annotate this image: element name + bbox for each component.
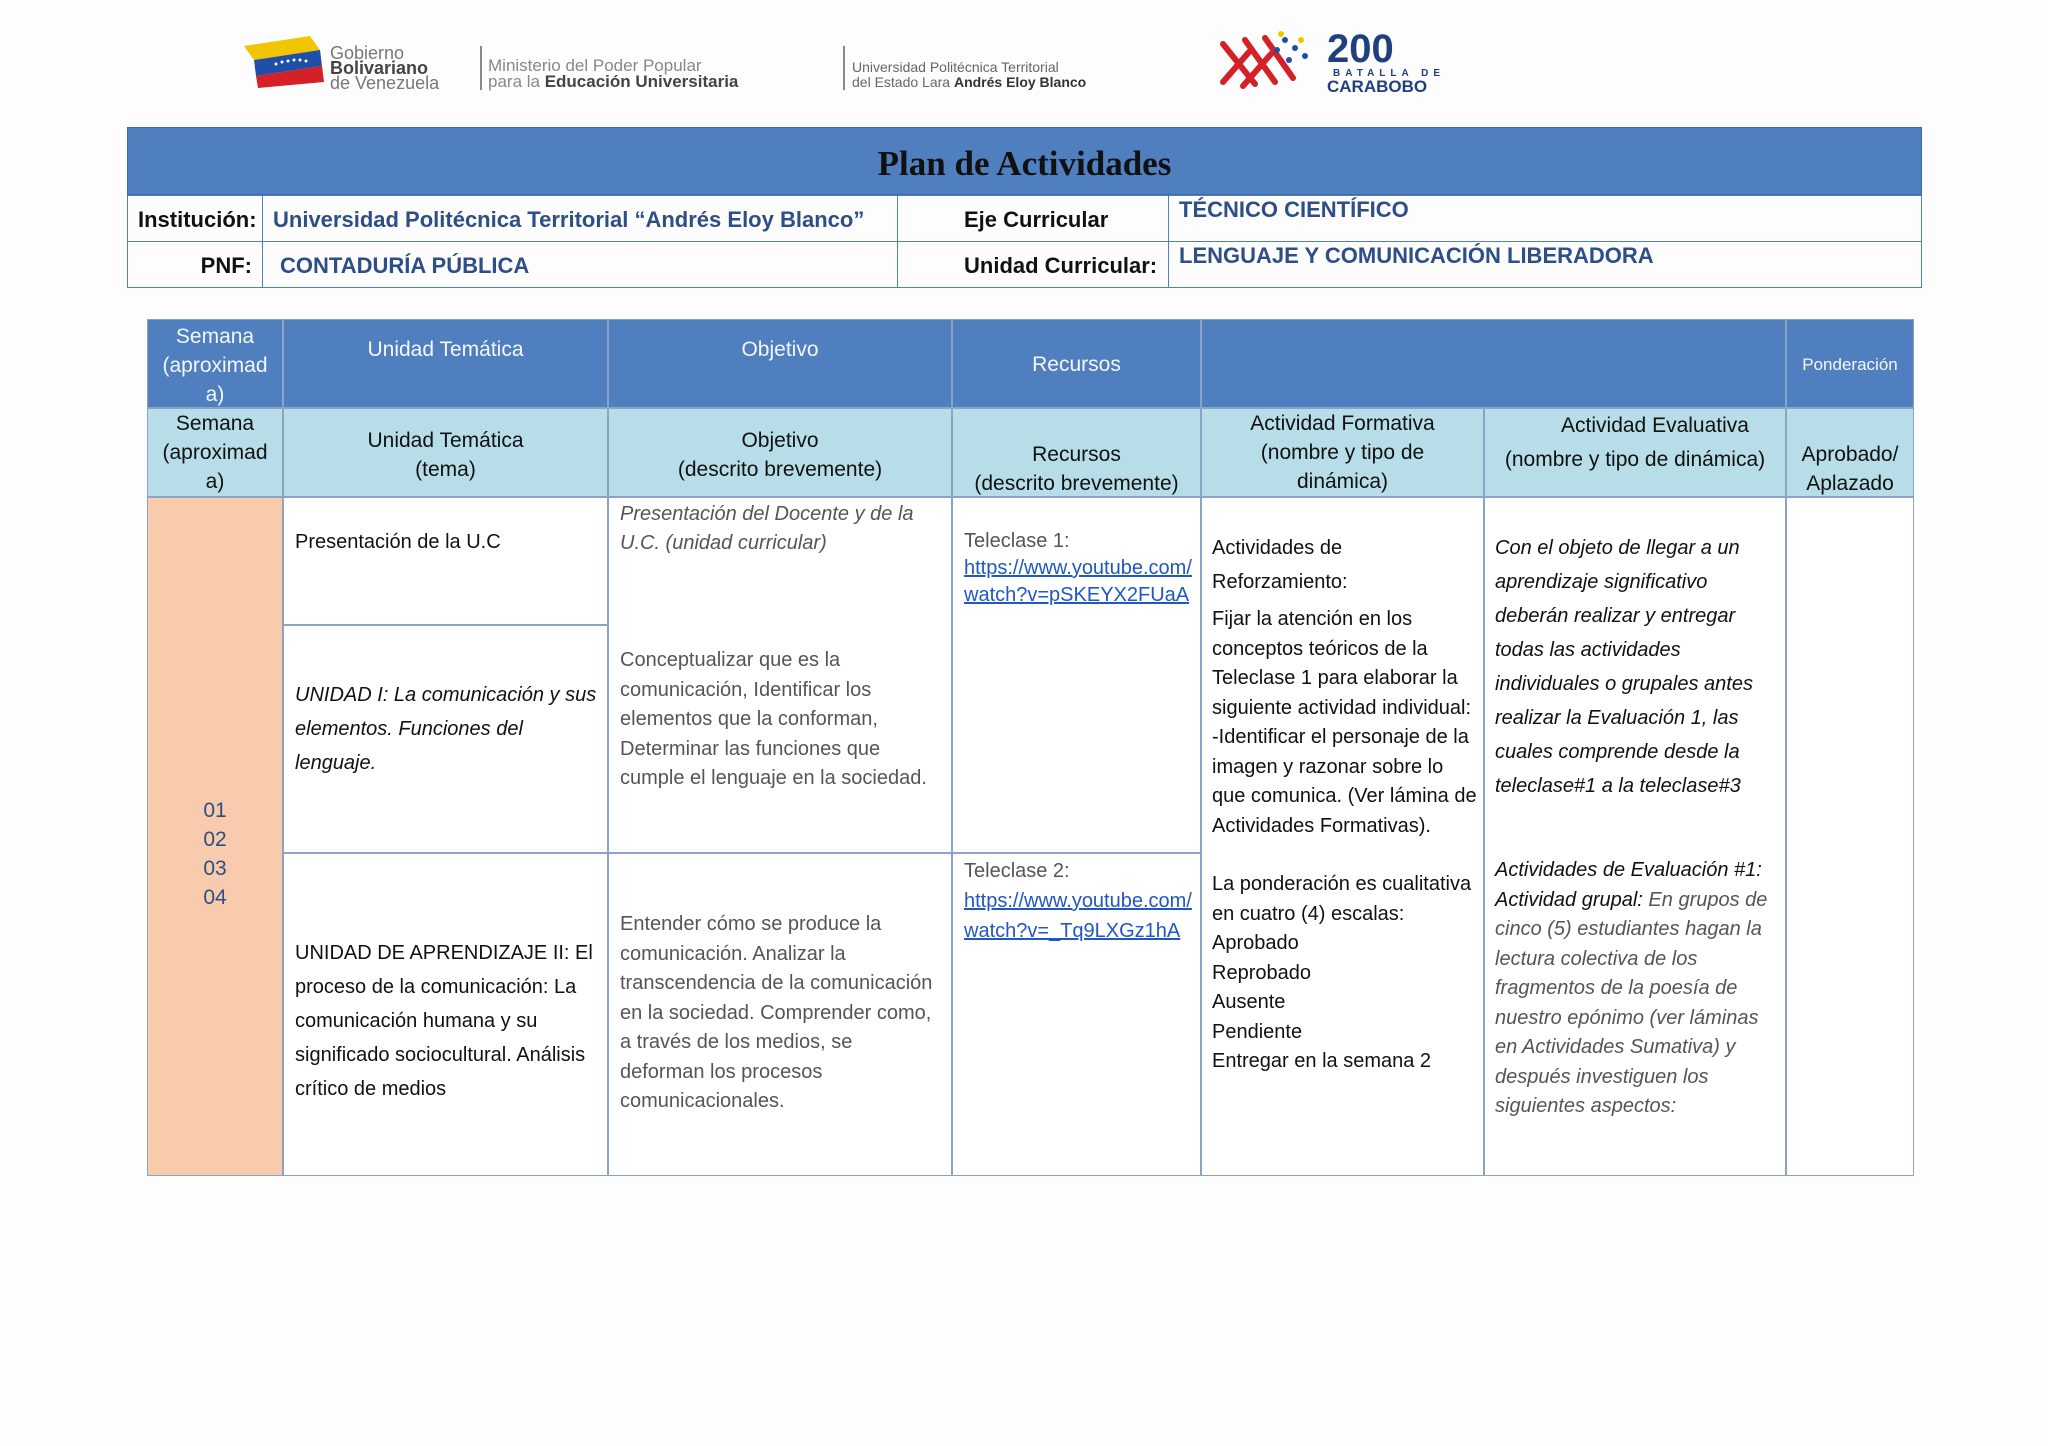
svg-text:200: 200 <box>1327 27 1394 71</box>
scale-item: Aprobado <box>1212 932 1299 954</box>
institucion-label: Institución: <box>138 207 257 232</box>
institucion-label-cell <box>128 196 263 242</box>
svg-text:CARABOBO: CARABOBO <box>1327 77 1428 96</box>
scale-item: Reprobado <box>1212 961 1311 984</box>
week-number: 03 <box>203 857 227 880</box>
header1-semana: Semana (aproximad a) <box>147 319 283 408</box>
teleclase-1-link[interactable]: https://www.youtube.com/watch?v=pSKEYX2FUaA <box>964 557 1192 606</box>
header2-objetivo: Objetivo (descrito brevemente) <box>608 408 952 497</box>
unidad-cell-2: UNIDAD I: La comunicación y sus elementos. Funciones del lenguaje. <box>283 625 608 853</box>
institucion-value-cell <box>263 196 898 242</box>
formativa-title: Actividades de Reforzamiento: <box>1212 537 1348 593</box>
formativa-item: -Identificar el personaje de la imagen y razonar sobre lo que comunica. (Ver lámina de Actividades Formativas). <box>1212 726 1477 837</box>
evaluativa-title: Actividades de Evaluación #1: <box>1495 859 1762 881</box>
plan-info-grid <box>127 195 1922 288</box>
page-title: Plan de Actividades <box>877 144 1172 183</box>
unidad-value-cell <box>1169 242 1921 287</box>
header2-formativa: Actividad Formativa (nombre y tipo de dinámica) <box>1201 408 1484 497</box>
header1-recursos: Recursos <box>952 319 1201 408</box>
venezuela-flag-icon <box>240 32 324 88</box>
teleclase-2-label: Teleclase 2: <box>964 860 1070 882</box>
unidad-label-cell <box>898 242 1169 287</box>
header2-semana: Semana (aproximad a) <box>147 408 283 497</box>
scale-item: Pendiente <box>1212 1020 1303 1043</box>
header2-unidad: Unidad Temática (tema) <box>283 408 608 497</box>
unidad-label: Unidad Curricular: <box>964 253 1158 278</box>
pnf-label-cell <box>128 242 263 287</box>
eje-label: Eje Curricular <box>964 207 1109 232</box>
week-number: 01 <box>203 799 227 822</box>
eje-label-cell <box>898 196 1169 242</box>
eje-value: TÉCNICO CIENTÍFICO <box>1179 197 1409 222</box>
objetivo-cell-2: Entender cómo se produce la comunicación. Analizar la transcendencia de la comunicación en la sociedad. Comprender como, a través de los medios, se deforman los procesos comunicacionales. <box>608 853 952 1176</box>
objetivo-cell-1: Presentación del Docente y de la U.C. (unidad curricular) Conceptualizar que es la comunicación, Identificar los elementos que la conforman, Determinar las funciones que cumple el lenguaje en la sociedad. <box>608 497 952 853</box>
week-cell <box>147 497 283 1176</box>
unidad-value: LENGUAJE Y COMUNICACIÓN LIBERADORA <box>1179 243 1654 268</box>
gobierno-bolivariano-text: Gobierno Bolivariano de Venezuela <box>330 43 440 93</box>
ministerio-text: Ministerio del Poder Popular para la Educación Universitaria <box>488 56 739 91</box>
header1-ponderacion: Ponderación <box>1786 319 1914 408</box>
formativa-cell <box>1201 497 1484 1176</box>
bicentenario-carabobo-logo <box>1215 26 1445 96</box>
pnf-value: CONTADURÍA PÚBLICA <box>280 253 530 278</box>
plan-title-bar <box>127 127 1922 195</box>
week-number: 02 <box>203 828 227 851</box>
header2-recursos: Recursos (descrito brevemente) <box>952 408 1201 497</box>
svg-text:BATALLA DE: BATALLA DE <box>1333 68 1445 79</box>
header1-unidad: Unidad Temática <box>283 319 608 408</box>
upt-text: Universidad Politécnica Territorial del Estado Lara Andrés Eloy Blanco <box>852 59 1087 90</box>
aprobado-cell <box>1786 497 1914 1176</box>
activities-table <box>147 319 1914 1176</box>
unidad-cell-1: Presentación de la U.C <box>283 497 608 625</box>
eje-value-cell <box>1169 196 1921 242</box>
week-number: 04 <box>203 886 227 909</box>
divider <box>843 46 845 90</box>
institucion-value: Universidad Politécnica Territorial “Andrés Eloy Blanco” <box>273 207 865 232</box>
unidad-cell-3: UNIDAD DE APRENDIZAJE II: El proceso de la comunicación: La comunicación humana y su significado sociocultural. Análisis crítico de medios <box>283 853 608 1176</box>
header1-objetivo: Objetivo <box>608 319 952 408</box>
teleclase-1-label: Teleclase 1: <box>964 530 1070 552</box>
header2-evaluativa: Actividad Evaluativa (nombre y tipo de dinámica) <box>1484 408 1786 497</box>
evaluativa-cell <box>1484 497 1786 1176</box>
header-logos <box>240 26 1445 96</box>
evaluativa-group-body: En grupos de cinco (5) estudiantes hagan la lectura colectiva de los fragmentos de la poesía de nuestro epónimo (ver láminas en Actividades Sumativa) y después investiguen los siguientes aspectos: <box>1495 888 1768 1117</box>
header2-aprobado: Aprobado/ Aplazado <box>1786 408 1914 497</box>
formativa-entrega: Entregar en la semana 2 <box>1212 1050 1432 1072</box>
header1-actividades <box>1201 319 1786 408</box>
pnf-label: PNF: <box>200 253 252 278</box>
formativa-ponderacion: La ponderación es cualitativa en cuatro (4) escalas: <box>1212 873 1472 925</box>
evaluativa-intro: Con el objeto de llegar a un aprendizaje significativo deberán realizar y entregar todas las actividades individuales o grupales antes realizar la Evaluación 1, las cuales comprende desde la teleclase#1 a la teleclase#3 <box>1495 537 1753 797</box>
pnf-value-cell <box>263 242 898 287</box>
formativa-body: Fijar la atención en los conceptos teóricos de la Teleclase 1 para elaborar la siguiente actividad individual: <box>1212 608 1472 719</box>
evaluativa-group-label: Actividad grupal: <box>1495 888 1643 911</box>
divider <box>480 46 482 90</box>
recursos-cell-1 <box>952 497 1201 853</box>
recursos-cell-2 <box>952 853 1201 1176</box>
teleclase-2-link[interactable]: https://www.youtube.com/watch?v=_Tq9LXGz1hA <box>964 890 1192 942</box>
scale-item: Ausente <box>1212 991 1286 1013</box>
